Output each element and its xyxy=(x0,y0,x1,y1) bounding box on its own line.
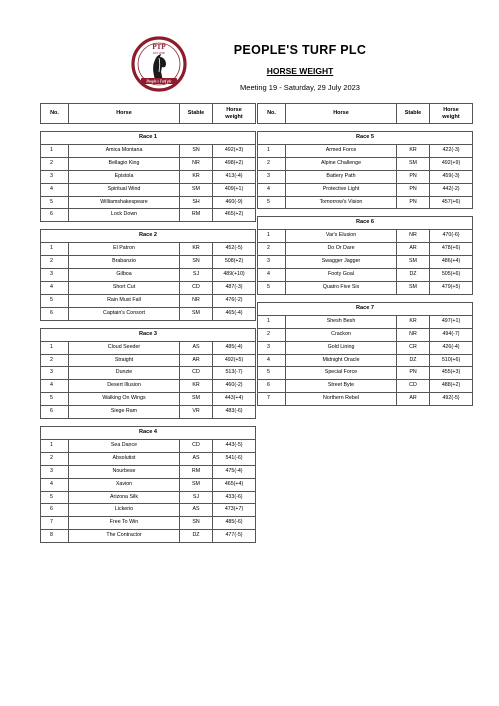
left-column xyxy=(40,103,255,543)
horse-number: 8 xyxy=(41,530,69,543)
horse-weight: 510(+6) xyxy=(430,354,473,367)
horse-weight: 459(-3) xyxy=(430,170,473,183)
horse-number: 4 xyxy=(41,281,69,294)
horse-name: Protective Light xyxy=(286,183,397,196)
horse-stable: SN xyxy=(180,144,213,157)
right-column xyxy=(257,103,472,406)
page-title: HORSE WEIGHT xyxy=(266,66,334,76)
table-row xyxy=(41,530,256,543)
race-table xyxy=(257,302,473,406)
horse-number: 2 xyxy=(41,354,69,367)
horse-weight: 476(-2) xyxy=(213,294,256,307)
horse-number: 4 xyxy=(41,183,69,196)
horse-name: Crackon xyxy=(286,328,397,341)
horse-number: 2 xyxy=(41,452,69,465)
table-row xyxy=(258,367,473,380)
horse-weight: 485(-4) xyxy=(213,341,256,354)
race-header: Race 6 xyxy=(258,217,473,230)
horse-number: 6 xyxy=(258,380,286,393)
horse-number: 6 xyxy=(41,406,69,419)
horse-number: 2 xyxy=(258,157,286,170)
horse-weight: 442(-2) xyxy=(430,183,473,196)
horse-weight: 455(+3) xyxy=(430,367,473,380)
horse-name: Special Force xyxy=(286,367,397,380)
org-title: PEOPLE'S TURF PLC xyxy=(233,43,367,57)
table-row xyxy=(41,243,256,256)
horse-stable: NR xyxy=(180,294,213,307)
horse-number: 3 xyxy=(41,465,69,478)
horse-weight: 465(-4) xyxy=(213,307,256,320)
horse-stable: AS xyxy=(180,341,213,354)
table-row xyxy=(41,517,256,530)
horse-number: 2 xyxy=(41,256,69,269)
horse-number: 7 xyxy=(258,393,286,406)
horse-weight: 422(-3) xyxy=(430,144,473,157)
col-weight: Horse weight xyxy=(213,104,256,124)
race-header: Race 5 xyxy=(258,132,473,145)
horse-name: Quatro Five Six xyxy=(286,281,397,294)
horse-name: Gold Lining xyxy=(286,341,397,354)
horse-number: 1 xyxy=(41,144,69,157)
horse-name: Bellagio King xyxy=(69,157,180,170)
horse-number: 3 xyxy=(258,256,286,269)
horse-name: Williamshakespeare xyxy=(69,196,180,209)
logo-text: PTP xyxy=(152,43,166,51)
horse-stable: NR xyxy=(180,157,213,170)
horse-number: 5 xyxy=(258,196,286,209)
table-row xyxy=(41,491,256,504)
horse-number: 3 xyxy=(258,341,286,354)
horse-weight: 486(+4) xyxy=(430,256,473,269)
table-row xyxy=(41,196,256,209)
horse-stable: SJ xyxy=(180,491,213,504)
col-no: No. xyxy=(258,104,286,124)
table-row xyxy=(258,281,473,294)
logo-est: EST 2008 xyxy=(153,52,165,55)
race-header: Race 4 xyxy=(41,427,256,440)
horse-name: Brabanzio xyxy=(69,256,180,269)
horse-number: 2 xyxy=(258,328,286,341)
horse-number: 3 xyxy=(41,269,69,282)
logo-tagline: People's Turf plc xyxy=(146,79,172,84)
col-horse: Horse xyxy=(286,104,397,124)
horse-weight: 409(+1) xyxy=(213,183,256,196)
horse-weight: 488(+2) xyxy=(430,380,473,393)
horse-name: Rain Must Fall xyxy=(69,294,180,307)
table-row xyxy=(41,380,256,393)
horse-weight: 465(+4) xyxy=(213,478,256,491)
horse-stable: SN xyxy=(180,256,213,269)
table-row xyxy=(41,256,256,269)
horse-weight: 497(+1) xyxy=(430,315,473,328)
horse-name: Dunzie xyxy=(69,367,180,380)
horse-number: 4 xyxy=(258,354,286,367)
horse-number: 3 xyxy=(258,170,286,183)
table-row xyxy=(258,256,473,269)
horse-name: Gilboa xyxy=(69,269,180,282)
horse-weight: 443(+4) xyxy=(213,393,256,406)
horse-name: Siege Ram xyxy=(69,406,180,419)
horse-stable: CD xyxy=(180,439,213,452)
horse-stable: PN xyxy=(397,183,430,196)
table-row xyxy=(258,157,473,170)
horse-name: Do Or Dare xyxy=(286,243,397,256)
horse-number: 4 xyxy=(41,380,69,393)
horse-stable: PN xyxy=(397,367,430,380)
horse-stable: SM xyxy=(397,281,430,294)
race-table xyxy=(40,426,256,543)
horse-stable: DZ xyxy=(397,354,430,367)
horse-name: Battery Path xyxy=(286,170,397,183)
table-row xyxy=(258,230,473,243)
table-row xyxy=(41,341,256,354)
table-row xyxy=(258,328,473,341)
table-row xyxy=(258,341,473,354)
horse-weight: 492(+9) xyxy=(430,157,473,170)
horse-stable: VR xyxy=(180,406,213,419)
horse-stable: RM xyxy=(180,465,213,478)
horse-stable: SH xyxy=(180,196,213,209)
horse-weight: 426(-4) xyxy=(430,341,473,354)
horse-weight: 489(+10) xyxy=(213,269,256,282)
horse-name: Absolutist xyxy=(69,452,180,465)
horse-name: Northern Rebel xyxy=(286,393,397,406)
table-row xyxy=(258,380,473,393)
table-row xyxy=(41,307,256,320)
col-weight: Horse weight xyxy=(430,104,473,124)
horse-number: 5 xyxy=(41,196,69,209)
race-header: Race 3 xyxy=(41,328,256,341)
col-stable: Stable xyxy=(397,104,430,124)
horse-stable: KR xyxy=(397,144,430,157)
horse-name: Shesh Besh xyxy=(286,315,397,328)
horse-number: 5 xyxy=(41,491,69,504)
table-row xyxy=(258,196,473,209)
horse-name: Arizona Silk xyxy=(69,491,180,504)
horse-stable: SN xyxy=(180,517,213,530)
horse-number: 4 xyxy=(258,183,286,196)
col-horse: Horse xyxy=(69,104,180,124)
horse-weight: 452(-5) xyxy=(213,243,256,256)
horse-weight: 498(+2) xyxy=(213,157,256,170)
table-row xyxy=(41,144,256,157)
horse-name: The Contractor xyxy=(69,530,180,543)
horse-name: Armed Force xyxy=(286,144,397,157)
horse-weight: 487(-3) xyxy=(213,281,256,294)
table-row xyxy=(41,170,256,183)
race-header: Race 2 xyxy=(41,230,256,243)
horse-stable: CD xyxy=(180,281,213,294)
horse-stable: AR xyxy=(397,393,430,406)
horse-stable: RM xyxy=(180,209,213,222)
table-row xyxy=(41,281,256,294)
table-row xyxy=(258,315,473,328)
horse-weight: 508(+2) xyxy=(213,256,256,269)
race-table xyxy=(257,216,473,294)
table-row xyxy=(258,144,473,157)
horse-weight: 541(-6) xyxy=(213,452,256,465)
horse-name: Straight xyxy=(69,354,180,367)
horse-stable: CD xyxy=(180,367,213,380)
horse-name: Lock Down xyxy=(69,209,180,222)
horse-stable: SM xyxy=(180,183,213,196)
table-row xyxy=(258,183,473,196)
horse-stable: KR xyxy=(397,315,430,328)
horse-name: Desert Illusion xyxy=(69,380,180,393)
horse-weight: 433(-6) xyxy=(213,491,256,504)
horse-name: Alpine Challenge xyxy=(286,157,397,170)
col-no: No. xyxy=(41,104,69,124)
horse-name: Tomorrow's Vision xyxy=(286,196,397,209)
horse-stable: PN xyxy=(397,170,430,183)
horse-weight: 478(+6) xyxy=(430,243,473,256)
horse-number: 6 xyxy=(41,504,69,517)
header-table xyxy=(40,103,256,124)
horse-weight: 513(-7) xyxy=(213,367,256,380)
meeting-date: Meeting 19 - Saturday, 29 July 2023 xyxy=(240,83,360,92)
table-row xyxy=(41,183,256,196)
horse-number: 1 xyxy=(41,439,69,452)
horse-weight: 492(+3) xyxy=(213,144,256,157)
table-row xyxy=(41,269,256,282)
table-row xyxy=(41,439,256,452)
horse-name: Var's Elusion xyxy=(286,230,397,243)
horse-weight: 475(-4) xyxy=(213,465,256,478)
horse-number: 5 xyxy=(258,281,286,294)
horse-name: Nourbese xyxy=(69,465,180,478)
horse-stable: SM xyxy=(180,478,213,491)
horse-stable: SJ xyxy=(180,269,213,282)
horse-weight: 492(+5) xyxy=(213,354,256,367)
table-row xyxy=(41,406,256,419)
horse-number: 1 xyxy=(258,230,286,243)
table-row xyxy=(41,393,256,406)
horse-name: Free To Win xyxy=(69,517,180,530)
table-row xyxy=(41,209,256,222)
horse-stable: SM xyxy=(397,157,430,170)
horse-name: Spiritual Wind xyxy=(69,183,180,196)
horse-number: 4 xyxy=(258,269,286,282)
table-row xyxy=(41,367,256,380)
horse-stable: CD xyxy=(397,380,430,393)
horse-stable: CR xyxy=(397,341,430,354)
horse-stable: DZ xyxy=(397,269,430,282)
horse-number: 2 xyxy=(258,243,286,256)
race-table xyxy=(40,131,256,222)
horse-stable: NR xyxy=(397,230,430,243)
horse-stable: SM xyxy=(180,307,213,320)
horse-number: 3 xyxy=(41,170,69,183)
horse-name: Short Cut xyxy=(69,281,180,294)
table-row xyxy=(258,170,473,183)
horse-number: 1 xyxy=(41,243,69,256)
horse-weight: 477(-5) xyxy=(213,530,256,543)
horse-weight: 505(+6) xyxy=(430,269,473,282)
horse-weight: 457(+6) xyxy=(430,196,473,209)
horse-name: Footy Goal xyxy=(286,269,397,282)
horse-weight: 485(-6) xyxy=(213,517,256,530)
table-row xyxy=(258,393,473,406)
horse-weight: 492(-5) xyxy=(430,393,473,406)
horse-stable: PN xyxy=(397,196,430,209)
horse-stable: DZ xyxy=(180,530,213,543)
horse-stable: NR xyxy=(397,328,430,341)
horse-name: El Patron xyxy=(69,243,180,256)
horse-stable: SM xyxy=(397,256,430,269)
race-table xyxy=(40,328,256,419)
table-row xyxy=(41,452,256,465)
horse-stable: KR xyxy=(180,380,213,393)
horse-stable: KR xyxy=(180,243,213,256)
horse-number: 4 xyxy=(41,478,69,491)
horse-number: 3 xyxy=(41,367,69,380)
horse-number: 1 xyxy=(41,341,69,354)
horse-number: 7 xyxy=(41,517,69,530)
horse-weight: 473(+7) xyxy=(213,504,256,517)
horse-name: Walking On Wings xyxy=(69,393,180,406)
horse-name: Xavion xyxy=(69,478,180,491)
race-header: Race 7 xyxy=(258,302,473,315)
horse-number: 2 xyxy=(41,157,69,170)
horse-number: 5 xyxy=(41,393,69,406)
horse-weight: 443(-5) xyxy=(213,439,256,452)
table-row xyxy=(41,294,256,307)
horse-weight: 479(+5) xyxy=(430,281,473,294)
horse-number: 1 xyxy=(258,315,286,328)
horse-number: 5 xyxy=(41,294,69,307)
horse-stable: AR xyxy=(180,354,213,367)
horse-name: Lickerio xyxy=(69,504,180,517)
horse-weight: 494(-7) xyxy=(430,328,473,341)
horse-stable: AR xyxy=(397,243,430,256)
horse-weight: 470(-6) xyxy=(430,230,473,243)
race-header: Race 1 xyxy=(41,132,256,145)
horse-stable: AS xyxy=(180,504,213,517)
horse-weight: 460(-2) xyxy=(213,380,256,393)
horse-weight: 465(+2) xyxy=(213,209,256,222)
table-row xyxy=(258,354,473,367)
table-row xyxy=(258,243,473,256)
table-row xyxy=(41,478,256,491)
horse-weight: 460(-9) xyxy=(213,196,256,209)
horse-stable: KR xyxy=(180,170,213,183)
race-table xyxy=(257,131,473,209)
table-row xyxy=(41,354,256,367)
horse-weight: 413(-4) xyxy=(213,170,256,183)
horse-weight: 483(-6) xyxy=(213,406,256,419)
horse-name: Epistola xyxy=(69,170,180,183)
horse-number: 6 xyxy=(41,209,69,222)
horse-number: 5 xyxy=(258,367,286,380)
table-row xyxy=(41,157,256,170)
horse-number: 1 xyxy=(258,144,286,157)
horse-stable: SM xyxy=(180,393,213,406)
table-row xyxy=(258,269,473,282)
horse-name: Amica Montana xyxy=(69,144,180,157)
col-stable: Stable xyxy=(180,104,213,124)
race-table xyxy=(40,229,256,320)
horse-name: Midnight Oracle xyxy=(286,354,397,367)
horse-name: Sea Dance xyxy=(69,439,180,452)
horse-name: Swagger Jagger xyxy=(286,256,397,269)
ptp-logo xyxy=(131,36,187,92)
header-table xyxy=(257,103,473,124)
table-row xyxy=(41,504,256,517)
horse-name: Captain's Consort xyxy=(69,307,180,320)
horse-stable: AS xyxy=(180,452,213,465)
horse-name: Cloud Seeder xyxy=(69,341,180,354)
table-row xyxy=(41,465,256,478)
horse-name: Street Byte xyxy=(286,380,397,393)
horse-number: 6 xyxy=(41,307,69,320)
